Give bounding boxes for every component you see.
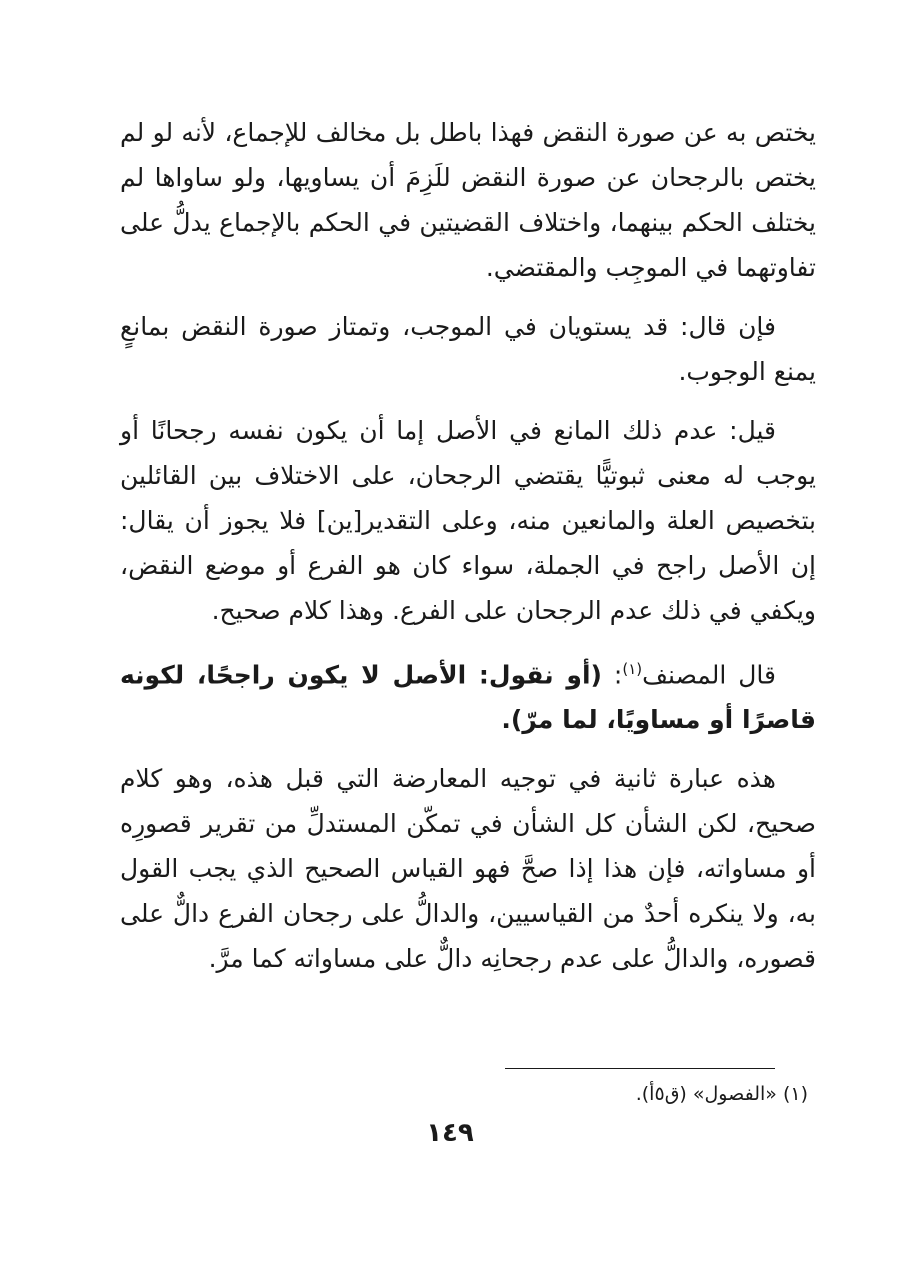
- page-number: ١٤٩: [426, 1118, 474, 1148]
- page-body: [120, 110, 816, 981]
- footnote-divider: [505, 1068, 775, 1069]
- quoted-text: (أو نقول: الأصل لا يكون راجحًا، لكونه قاصرًا أو مساويًا، لما مرّ).: [120, 660, 816, 735]
- paragraph-5: هذه عبارة ثانية في توجيه المعارضة التي قبل هذه، وهو كلام صحيح، لكن الشأن كل الشأن في تمكّن المستدلِّ من تقرير قصورِه أو مساواته، فإن هذا إذا صحَّ فهو القياس الصحيح الذي يجب القول به، ولا ينكره أحدٌ من القياسيين، والدالُّ على رجحان الفرع دالٌّ على قصوره، والدالُّ على عدم رجحانِه دالٌّ على مساواته كما مرَّ.: [120, 764, 816, 974]
- paragraph-3: قيل: عدم ذلك المانع في الأصل إما أن يكون نفسه رجحانًا أو يوجب له معنى ثبوتيًّا يقتضي الرجحان، على الاختلاف بين القائلين بتخصيص العلة والمانعين منه، وعلى التقدير[ين] فلا يجوز أن يقال: إن الأصل راجح في الجملة، سواء كان هو الفرع أو موضع النقض، ويكفي في ذلك عدم الرجحان على الفرع. وهذا كلام صحيح.: [120, 416, 816, 625]
- paragraph-2: فإن قال: قد يستويان في الموجب، وتمتاز صورة النقض بمانعٍ يمنع الوجوب.: [120, 312, 816, 386]
- author-label: قال المصنف: [642, 660, 776, 690]
- quote-colon: :: [601, 660, 623, 690]
- footnote-reference: (١): [622, 660, 643, 678]
- paragraph-4-quote: [120, 647, 816, 742]
- footnote: (١) «الفصول» (ق٥أ).: [635, 1083, 808, 1105]
- paragraph-1: يختص به عن صورة النقض فهذا باطل بل مخالف للإجماع، لأنه لو لم يختص بالرجحان عن صورة النقض للَزِمَ أن يساويها، ولو ساواها لم يختلف الحكم بينهما، واختلاف القضيتين في الحكم بالإجماع يدلُّ على تفاوتهما في الموجِب والمقتضي.: [120, 118, 816, 282]
